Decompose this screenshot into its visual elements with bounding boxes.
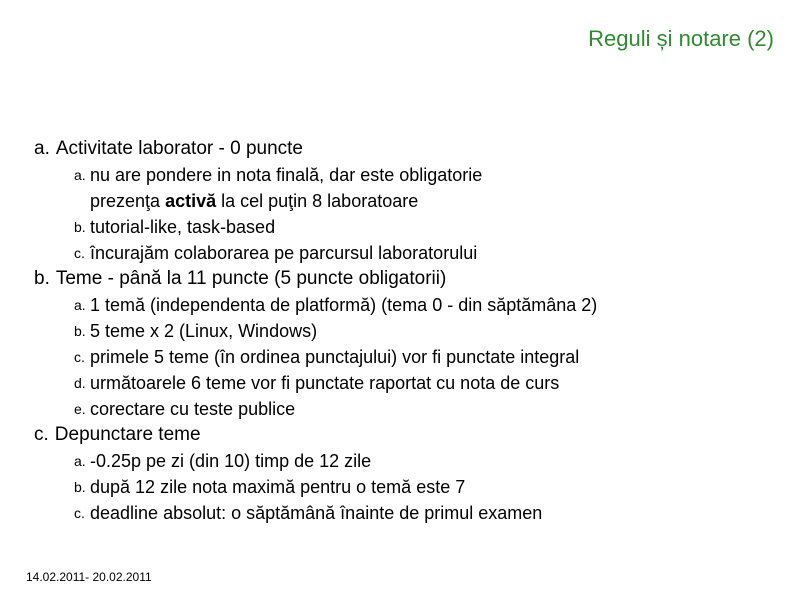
section-teme — [34, 266, 774, 292]
item-marker: d. — [74, 375, 86, 391]
item-marker: c. — [74, 505, 85, 521]
list-item — [34, 344, 774, 370]
section-heading: Teme - până la 11 puncte (5 puncte obligatorii) — [55, 268, 447, 289]
list-item — [34, 370, 774, 396]
item-text: deadline absolut: o săptămână înainte de primul examen — [90, 503, 543, 523]
teme-sublist — [34, 292, 774, 422]
list-item — [34, 162, 774, 214]
emphasized-word: activă — [165, 191, 217, 211]
item-text-continued-end: la cel puţin 8 laboratoare — [216, 191, 419, 211]
section-depunctare — [34, 422, 774, 448]
item-marker: b. — [74, 323, 86, 339]
list-item — [34, 396, 774, 422]
list-item — [34, 448, 774, 474]
item-marker: a. — [74, 453, 86, 469]
section-marker: a. — [34, 138, 50, 159]
laborator-sublist — [34, 162, 774, 266]
item-text: -0.25p pe zi (din 10) timp de 12 zile — [90, 451, 372, 471]
item-marker: b. — [74, 479, 86, 495]
footer-date: 14.02.2011- 20.02.2011 — [26, 570, 152, 584]
section-heading: Depunctare teme — [54, 424, 201, 445]
item-marker: b. — [74, 219, 86, 235]
depunctare-sublist — [34, 448, 774, 526]
slide-title: Reguli și notare (2) — [588, 26, 774, 51]
item-text-continued: prezenţa — [90, 191, 166, 211]
item-marker: a. — [74, 297, 86, 313]
item-marker: c. — [74, 349, 85, 365]
item-text: 5 teme x 2 (Linux, Windows) — [90, 321, 318, 341]
item-text: tutorial-like, task-based — [90, 217, 276, 237]
slide-content — [34, 136, 774, 526]
list-item — [34, 214, 774, 240]
item-text: următoarele 6 teme vor fi punctate raportat cu nota de curs — [90, 373, 560, 393]
list-item — [34, 474, 774, 500]
item-marker: c. — [74, 245, 85, 261]
item-text: 1 temă (independenta de platformă) (tema 0 - din săptămâna 2) — [90, 295, 598, 315]
list-item — [34, 318, 774, 344]
item-text: nu are pondere in nota finală, dar este obligatorie — [90, 165, 483, 185]
item-text: primele 5 teme (în ordinea punctajului) vor fi punctate integral — [90, 347, 580, 367]
item-text: după 12 zile nota maximă pentru o temă este 7 — [90, 477, 466, 497]
section-heading: Activitate laborator - 0 puncte — [55, 138, 303, 159]
list-item — [34, 292, 774, 318]
item-text: corectare cu teste publice — [90, 399, 296, 419]
item-marker: e. — [74, 401, 86, 417]
item-text: încurajăm colaborarea pe parcursul laboratorului — [90, 243, 478, 263]
section-marker: b. — [34, 268, 50, 289]
section-laborator — [34, 136, 774, 162]
list-item — [34, 240, 774, 266]
section-marker: c. — [34, 424, 49, 445]
list-item — [34, 500, 774, 526]
item-marker: a. — [74, 167, 86, 183]
